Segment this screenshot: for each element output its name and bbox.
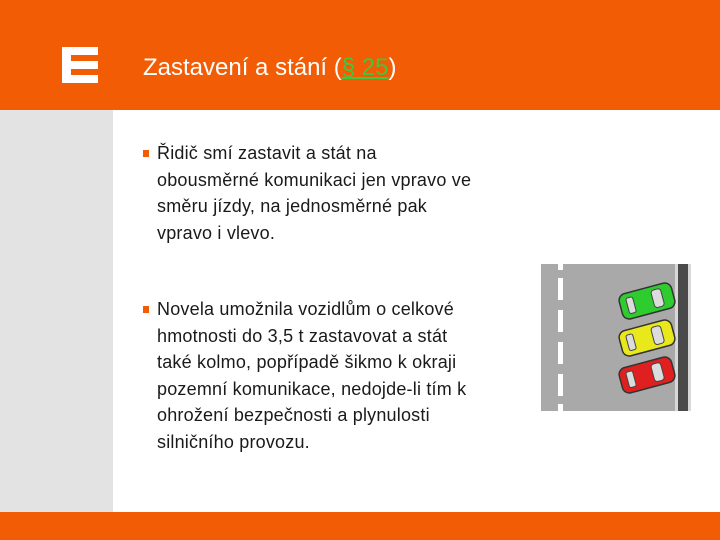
bullet-line: Řidič smí zastavit a stát na [157, 143, 377, 163]
bullet-line: Novela umožnila vozidlům o celkové [157, 299, 454, 319]
bullet-marker-icon [143, 150, 149, 157]
bullet-item [143, 296, 466, 455]
bullet-line: hmotnosti do 3,5 t zastavovat a stát [157, 325, 448, 346]
sidebar-panel [0, 110, 113, 512]
curb-edge [678, 264, 688, 411]
bullet-line: vpravo i vlevo. [157, 222, 276, 243]
bullet-line: silničního provozu. [157, 431, 310, 452]
bullet-line: pozemní komunikace, nedojde-li tím k [157, 378, 467, 399]
bullet-marker-icon [143, 306, 149, 313]
bullet-line: ohrožení bezpečnosti a plynulosti [157, 405, 430, 425]
bullet-line: obousměrné komunikaci jen vpravo ve [157, 169, 472, 190]
footer-bar [0, 512, 720, 540]
bullet-line: směru jízdy, na jednosměrné pak [157, 196, 427, 216]
bullet-item [143, 140, 471, 246]
title-text-end: ) [388, 54, 397, 81]
bullet-line: také kolmo, popřípadě šikmo k okraji [157, 352, 457, 372]
header-bar [0, 0, 720, 110]
angled-parking-icon [541, 264, 691, 411]
title-text: Zastavení a stání ( [143, 54, 342, 81]
cez-logo-icon [62, 47, 98, 83]
page-title [143, 52, 396, 84]
section-link[interactable]: § 25 [341, 54, 389, 81]
